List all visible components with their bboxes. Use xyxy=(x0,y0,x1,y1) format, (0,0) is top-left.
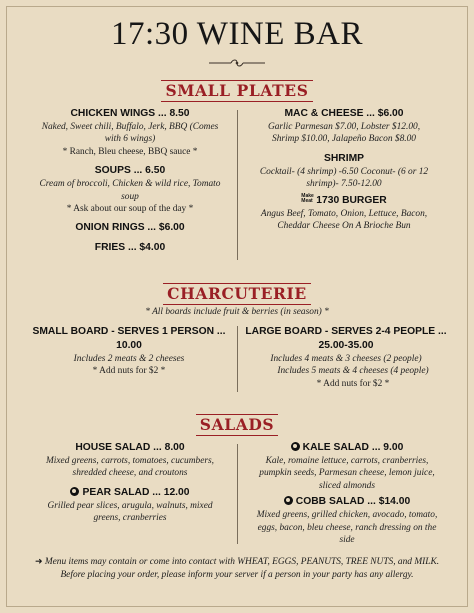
column-divider xyxy=(237,326,238,392)
vegetarian-icon xyxy=(284,496,293,505)
menu-item-desc: Kale, romaine lettuce, carrots, cranberries, xyxy=(265,456,429,466)
menu-item-desc: soup xyxy=(121,191,139,202)
allergy-notice xyxy=(14,555,460,582)
menu-item-name-text: PEAR SALAD ... 12.00 xyxy=(82,486,190,498)
section-header-salads xyxy=(0,414,474,436)
allergy-text: Menu items may contain or come into contact with WHEAT, EGGS, PEANUTS, TREE NUTS, and MILK. xyxy=(44,557,440,567)
menu-item-note: * Add nuts for $2 * xyxy=(92,366,166,377)
menu-item-name: FRIES ... $4.00 xyxy=(94,242,166,254)
menu-item-desc: pumpkin seeds, Parmesan cheese, lemon juice, xyxy=(259,468,435,479)
menu-item-desc: Includes 5 meats & 4 cheeses (4 people) xyxy=(277,366,429,377)
section-title: SALADS xyxy=(196,414,278,436)
menu-item-name: LARGE BOARD - SERVES 2-4 PEOPLE ... xyxy=(245,326,447,337)
menu-item-desc: eggs, bacon, bleu cheese, ranch dressing on the xyxy=(257,522,437,533)
menu-item-desc: Cocktail- (4 shrimp) -6.50 Coconut- (6 or 12 xyxy=(259,166,429,177)
flourish-ornament xyxy=(207,58,267,68)
menu-item-price: 25.00-35.00 xyxy=(318,340,374,351)
menu-item-name: HOUSE SALAD ... 8.00 xyxy=(75,442,185,453)
menu-item-note: * Ranch, Bleu cheese, BBQ sauce * xyxy=(62,146,198,157)
small-plates-right-column xyxy=(244,107,444,232)
menu-item-name-kale xyxy=(244,441,450,455)
charcuterie-right-column xyxy=(242,325,450,390)
menu-item-desc: Naked, Sweet chili, Buffalo, Jerk, BBQ (Comes xyxy=(41,122,219,132)
menu-item-name: CHICKEN WINGS ... 8.50 xyxy=(70,108,190,119)
menu-item-desc: side xyxy=(339,535,355,546)
menu-item-desc: Mixed greens, grilled chicken, avocado, tomato, xyxy=(256,510,438,521)
menu-item-name: SHRIMP xyxy=(323,152,365,164)
vegetarian-icon xyxy=(70,487,79,496)
charcuterie-intro xyxy=(0,306,474,318)
column-divider xyxy=(237,110,238,260)
menu-item-name: SOUPS ... 6.50 xyxy=(94,165,166,177)
menu-item-name: SMALL BOARD - SERVES 1 PERSON ... 10.00 xyxy=(32,326,226,351)
menu-item-desc: Garlic Parmesan $7.00, Lobster $12.00, xyxy=(267,122,421,132)
menu-item-desc: Includes 4 meats & 3 cheeses (2 people) xyxy=(270,354,422,364)
menu-item-name-cobb xyxy=(244,495,450,509)
menu-item-desc: Shrimp $10.00, Jalapeño Bacon $8.00 xyxy=(272,134,416,145)
charcuterie-left-column xyxy=(22,325,236,378)
menu-item-name-burger xyxy=(244,194,444,208)
menu-item-name-text: COBB SALAD ... $14.00 xyxy=(295,496,411,508)
menu-item-desc: greens, cranberries xyxy=(93,513,167,524)
section-header-small-plates xyxy=(0,80,474,102)
section-header-charcuterie xyxy=(0,283,474,305)
menu-item-desc: Mixed greens, carrots, tomatoes, cucumbers, xyxy=(45,456,215,466)
menu-item-name-pear xyxy=(28,486,232,500)
menu-item-desc: Cream of broccoli, Chicken & wild rice, Tomato xyxy=(39,179,221,190)
arrow-icon: ➜ xyxy=(34,556,43,566)
menu-item-name-text: 1730 BURGER xyxy=(316,194,387,206)
menu-item-note: * Add nuts for $2 * xyxy=(316,378,390,389)
menu-item-name: MAC & CHEESE ... $6.00 xyxy=(284,108,404,119)
page-title: 17:30 WINE BAR xyxy=(110,16,364,52)
menu-item-desc: Includes 2 meats & 2 cheeses xyxy=(73,354,185,364)
menu-item-desc: shrimp)- 7.50-12.00 xyxy=(306,179,382,190)
salads-left-column xyxy=(28,441,232,525)
menu-item-desc: Angus Beef, Tomato, Onion, Lettuce, Bacon, xyxy=(260,208,428,219)
section-title: SMALL PLATES xyxy=(161,80,312,102)
salads-right-column xyxy=(244,441,450,546)
make-meat-badge-icon: Make Meat xyxy=(301,192,314,204)
vegetarian-icon xyxy=(291,442,300,451)
small-plates-left-column xyxy=(30,107,230,255)
menu-item-desc: Grilled pear slices, arugula, walnuts, mixed xyxy=(47,500,213,511)
menu-item-desc: shredded cheese, and croutons xyxy=(72,468,188,479)
allergy-notice-line-1 xyxy=(14,555,460,569)
menu-item-desc: with 6 wings) xyxy=(104,134,156,145)
charcuterie-intro-note: * All boards include fruit & berries (in season) * xyxy=(145,307,329,317)
menu-item-name: ONION RINGS ... $6.00 xyxy=(75,222,185,234)
menu-item-note: * Ask about our soup of the day * xyxy=(66,204,194,215)
menu-item-name-text: KALE SALAD ... 9.00 xyxy=(302,442,404,453)
column-divider xyxy=(237,444,238,544)
allergy-notice-line-2: Before placing your order, please inform your server if a person in your party has any allergy. xyxy=(60,570,414,580)
menu-item-desc: Cheddar Cheese On A Brioche Bun xyxy=(277,221,411,232)
section-title: CHARCUTERIE xyxy=(163,283,311,305)
menu-item-desc: sliced almonds xyxy=(319,480,375,491)
